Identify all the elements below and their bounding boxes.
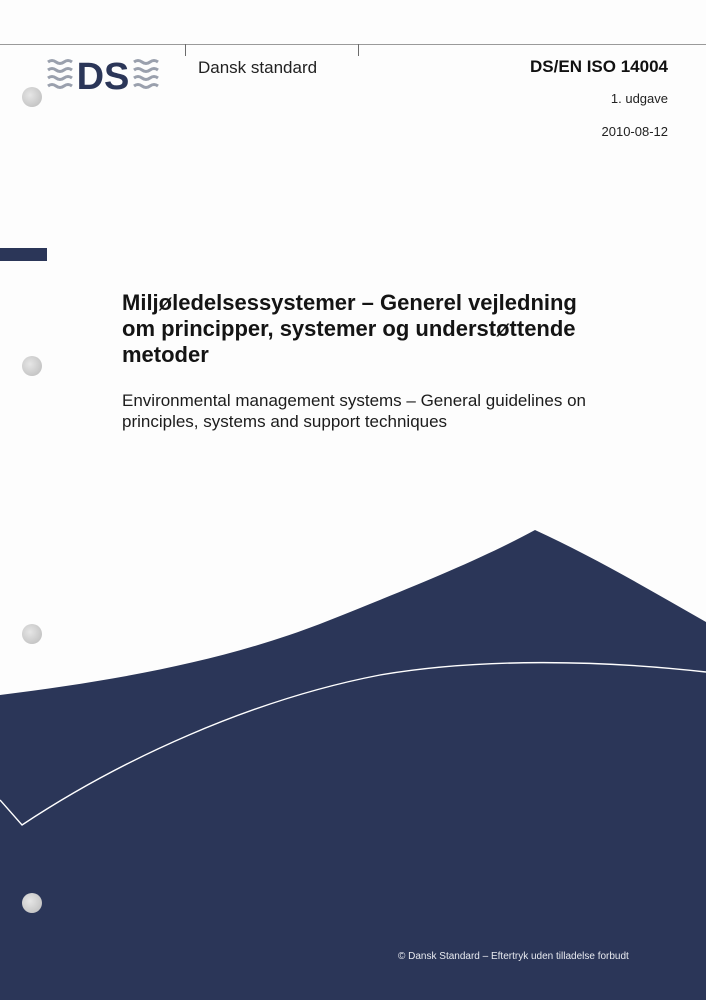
navy-wave-shape — [0, 530, 706, 1000]
logo-text: DS — [76, 56, 130, 96]
edition-label: 1. udgave — [610, 91, 668, 106]
publication-date: 2010-08-12 — [601, 124, 668, 139]
copyright-notice: © Dansk Standard – Eftertryk uden tilladelse forbudt — [398, 951, 629, 962]
title-english: Environmental management systems – General guidelines on principles, systems and support techniques — [122, 391, 586, 431]
title-danish: Miljøledelsessystemer – Generel vejledning om principper, systemer og understøttende metoder — [122, 290, 577, 367]
brand-label: Dansk standard — [198, 58, 318, 77]
standard-number: DS/EN ISO 14004 — [530, 57, 668, 76]
punch-hole — [22, 893, 42, 913]
